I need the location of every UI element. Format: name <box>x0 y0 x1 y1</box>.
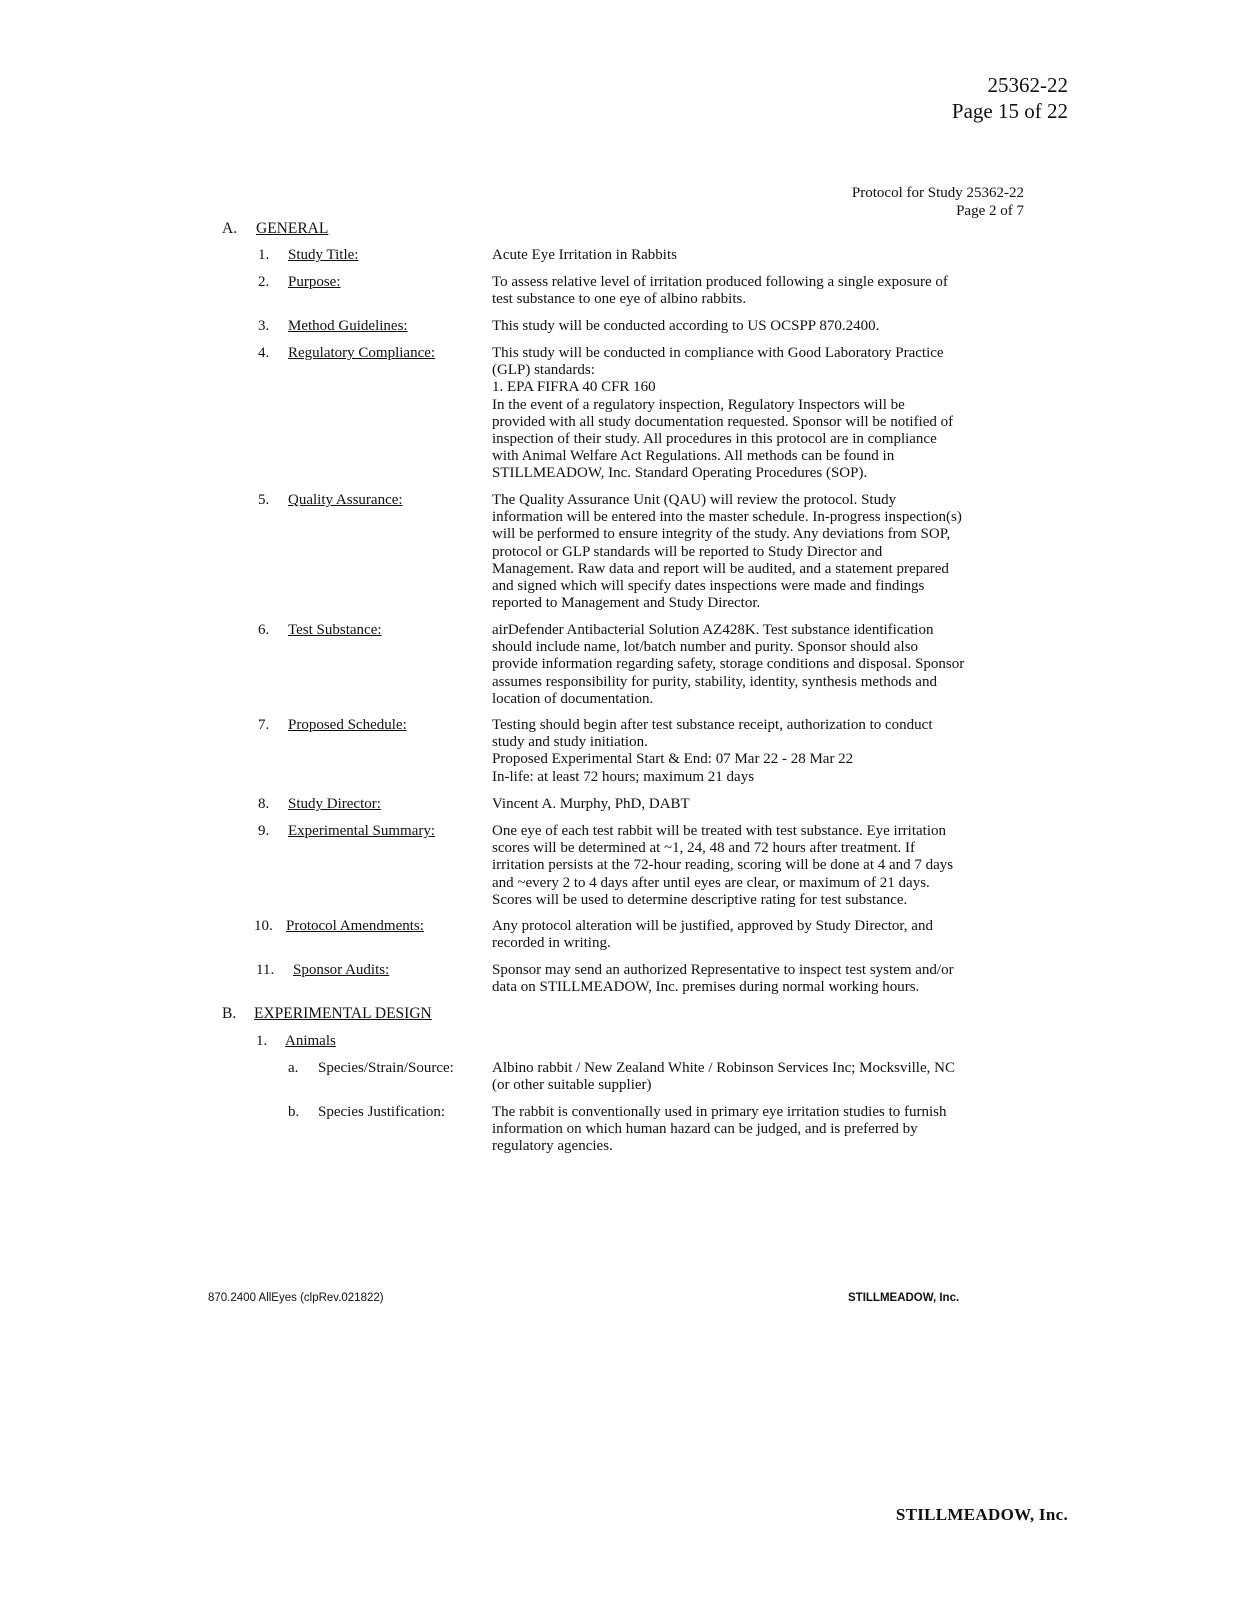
item-label-study-title: Study Title: <box>288 247 359 263</box>
item-letter: b. <box>288 1104 300 1120</box>
text-line: and ~every 2 to 4 days after until eyes are clear, or maximum of 21 days. <box>492 874 930 891</box>
text-line: This study will be conducted in compliance with Good Laboratory Practice <box>492 345 944 361</box>
text-line: Testing should begin after test substance receipt, authorization to conduct <box>492 717 933 733</box>
item-label-experimental-summary: Experimental Summary: <box>288 823 436 839</box>
item-label-study-director: Study Director: <box>288 796 381 812</box>
subsection-number: 1. <box>256 1033 268 1049</box>
text-line: data on STILLMEADOW, Inc. premises during normal working hours. <box>492 979 920 996</box>
text-line: information will be entered into the master schedule. In-progress inspection(s) <box>492 509 962 526</box>
item-text-sponsor-audits <box>492 962 1032 996</box>
company-stamp: STILLMEADOW, Inc. <box>895 1505 1068 1524</box>
text-line: Scores will be used to determine descriptive rating for test substance. <box>492 891 908 908</box>
protocol-title: Protocol for Study 25362-22 <box>851 185 1024 201</box>
text-line: provided with all study documentation requested. Sponsor will be notified of <box>492 413 954 430</box>
text-line: study and study initiation. <box>492 734 648 751</box>
section-b-letter: B. <box>222 1005 237 1022</box>
item-number: 4. <box>258 345 270 361</box>
item-label-test-substance: Test Substance: <box>288 622 382 638</box>
text-line: Albino rabbit / New Zealand White / Robinson Services Inc; Mocksville, NC <box>492 1060 955 1076</box>
footer-company: STILLMEADOW, Inc. <box>848 1292 960 1304</box>
text-line: This study will be conducted according to US OCSPP 870.2400. <box>492 318 880 334</box>
text-line: information on which human hazard can be judged, and is preferred by <box>492 1121 918 1138</box>
item-label-regulatory-compliance: Regulatory Compliance: <box>288 345 436 361</box>
text-line: Vincent A. Murphy, PhD, DABT <box>492 796 690 812</box>
text-line: regulatory agencies. <box>492 1138 613 1155</box>
item-text-proposed-schedule <box>492 717 1032 786</box>
text-line: Sponsor may send an authorized Representative to inspect test system and/or <box>492 962 954 978</box>
text-line: In the event of a regulatory inspection, Regulatory Inspectors will be <box>492 396 905 413</box>
page-header <box>952 72 1068 124</box>
page-number: Page 15 of 22 <box>951 99 1068 123</box>
text-line: provide information regarding safety, storage conditions and disposal. Sponsor <box>492 656 965 673</box>
text-line: scores will be determined at ~1, 24, 48 and 72 hours after treatment. If <box>492 840 915 857</box>
document-number: 25362-22 <box>987 73 1068 97</box>
text-line: with Animal Welfare Act Regulations. All methods can be found in <box>492 448 895 465</box>
text-line: The Quality Assurance Unit (QAU) will review the protocol. Study <box>492 492 897 508</box>
item-text-purpose <box>492 274 1032 308</box>
text-line: 1. EPA FIFRA 40 CFR 160 <box>492 379 656 396</box>
text-line: To assess relative level of irritation produced following a single exposure of <box>492 274 948 290</box>
section-a-letter: A. <box>222 220 238 237</box>
text-line: should include name, lot/batch number and purity. Sponsor should also <box>492 639 919 656</box>
item-text-experimental-summary <box>492 823 1032 909</box>
item-letter: a. <box>288 1060 299 1076</box>
text-line: The rabbit is conventionally used in primary eye irritation studies to furnish <box>492 1104 947 1120</box>
protocol-page: Page 2 of 7 <box>956 203 1024 219</box>
text-line: and signed which will specify dates inspections were made and findings <box>492 578 925 595</box>
item-text-quality-assurance <box>492 492 1032 612</box>
section-a-title: GENERAL <box>256 220 329 237</box>
text-line: reported to Management and Study Director. <box>492 595 761 612</box>
text-line: Proposed Experimental Start & End: 07 Mar 22 - 28 Mar 22 <box>492 751 854 768</box>
item-text-regulatory-compliance <box>492 345 1032 483</box>
text-line: (GLP) standards: <box>492 362 595 379</box>
footer-form-id: 870.2400 AllEyes (clpRev.021822) <box>208 1292 384 1304</box>
item-text-study-director <box>492 796 1032 813</box>
item-text-protocol-amendments <box>492 918 1032 952</box>
item-text-species-strain-source <box>492 1060 1032 1094</box>
item-label-method-guidelines: Method Guidelines: <box>288 318 408 334</box>
item-label-proposed-schedule: Proposed Schedule: <box>288 717 407 733</box>
item-number: 11. <box>256 962 275 978</box>
item-number: 8. <box>258 796 270 812</box>
item-label-purpose: Purpose: <box>288 274 341 290</box>
item-label-sponsor-audits: Sponsor Audits: <box>293 962 390 978</box>
text-line: will be performed to ensure integrity of the study. Any deviations from SOP, <box>492 526 951 543</box>
text-line: One eye of each test rabbit will be treated with test substance. Eye irritation <box>492 823 947 839</box>
item-number: 9. <box>258 823 270 839</box>
text-line: In-life: at least 72 hours; maximum 21 days <box>492 768 755 785</box>
text-line: Any protocol alteration will be justified, approved by Study Director, and <box>492 918 933 934</box>
item-number: 3. <box>258 318 270 334</box>
protocol-header <box>852 184 1024 220</box>
item-number: 1. <box>258 247 270 263</box>
text-line: recorded in writing. <box>492 935 611 952</box>
text-line: Acute Eye Irritation in Rabbits <box>492 247 677 263</box>
text-line: (or other suitable supplier) <box>492 1077 652 1094</box>
subsection-title-animals: Animals <box>285 1033 336 1049</box>
item-number: 7. <box>258 717 270 733</box>
item-number: 2. <box>258 274 270 290</box>
item-label-species-justification: Species Justification: <box>318 1104 446 1120</box>
item-text-method-guidelines <box>492 318 1032 335</box>
item-number: 10. <box>254 918 273 934</box>
item-number: 5. <box>258 492 270 508</box>
text-line: Management. Raw data and report will be audited, and a statement prepared <box>492 560 949 577</box>
text-line: STILLMEADOW, Inc. Standard Operating Procedures (SOP). <box>492 465 868 482</box>
item-label-protocol-amendments: Protocol Amendments: <box>286 918 424 934</box>
text-line: test substance to one eye of albino rabbits. <box>492 291 747 308</box>
item-label-species-strain-source: Species/Strain/Source: <box>318 1060 454 1076</box>
item-text-study-title <box>492 247 1032 264</box>
section-b-title: EXPERIMENTAL DESIGN <box>254 1005 432 1022</box>
text-line: assumes responsibility for purity, stability, identity, synthesis methods and <box>492 673 937 690</box>
item-text-species-justification <box>492 1104 1032 1156</box>
text-line: irritation persists at the 72-hour reading, scoring will be done at 4 and 7 days <box>492 857 954 874</box>
text-line: location of documentation. <box>492 690 654 707</box>
text-line: protocol or GLP standards will be reported to Study Director and <box>492 543 883 560</box>
item-label-quality-assurance: Quality Assurance: <box>288 492 403 508</box>
text-line: inspection of their study. All procedures in this protocol are in compliance <box>492 431 937 448</box>
item-text-test-substance <box>492 622 1032 708</box>
item-number: 6. <box>258 622 270 638</box>
text-line: airDefender Antibacterial Solution AZ428K. Test substance identification <box>492 622 934 638</box>
